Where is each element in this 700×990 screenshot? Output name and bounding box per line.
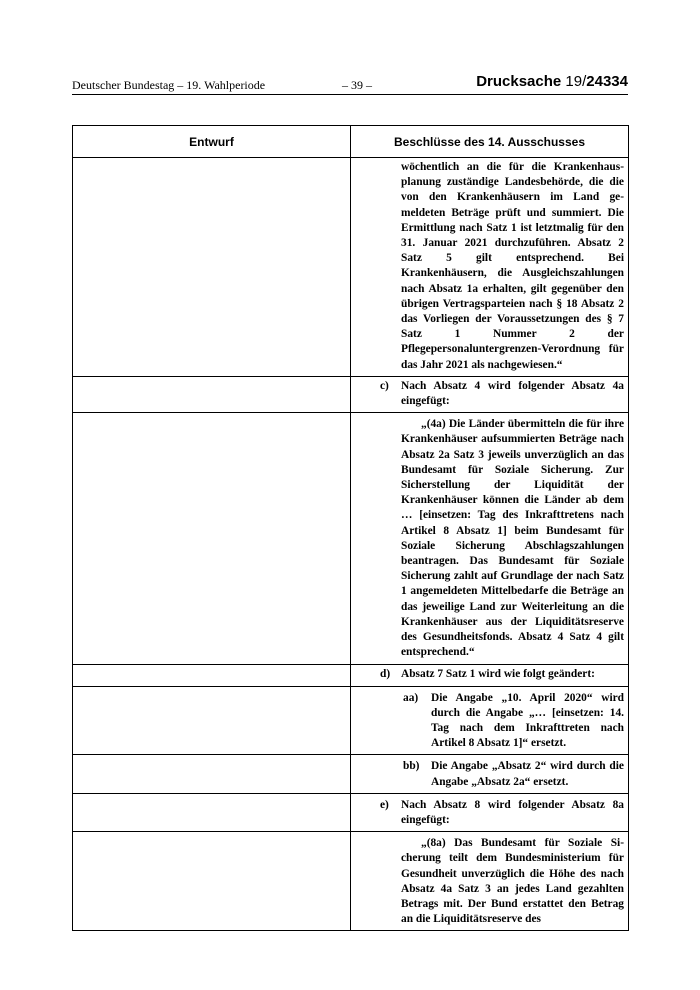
column-header-beschluesse: Beschlüsse des 14. Ausschusses (351, 126, 629, 158)
quote-absatz-4a: „(4a) Die Länder übermitteln die für ihre Krankenhäuser aufsummierten Beträge nach Absatz 2a Satz 3 jeweils unverzüglich an das Bundesamt für Soziale Sicherung. Zur Sicherstellung der Liquidität der Krankenhäuser können die Länder ab dem … [einsetzen: Tag des Inkrafttretens nach Artikel 8 Absatz 1] beim Bundesamt für Soziale Sicherung Abschlagszahlungen beantragen. Das Bundesamt für Soziale Sicherung zahlt auf Grundlage der nach Satz 1 angemeldeten Mittelbedarfe die Beträge an das jeweilige Land zur Weiterleitung an die Krankenhäuser aus der Liquiditätsreserve des Gesundheitsfonds. Absatz 4 Satz 4 gilt entsprechend.“ (401, 418, 624, 659)
left-cell (73, 664, 351, 686)
left-cell (73, 376, 351, 412)
left-cell (73, 158, 351, 377)
item-label-e: e) (380, 798, 389, 811)
document-number (476, 73, 628, 90)
left-cell (73, 755, 351, 793)
table-row (73, 793, 629, 831)
column-header-entwurf: Entwurf (73, 126, 351, 158)
right-cell (351, 413, 629, 664)
quote-absatz-8a: „(8a) Das Bundesamt für Soziale Sicherung teilt dem Bundesministerium für Gesundheit unverzüglich die Höhe des nach Absatz 4a Satz 3 an jedes Land gezahlten Betrags mit. Der Bund erstattet den Betrag an die Liquiditätsreserve des (401, 837, 624, 926)
item-text-d: Absatz 7 Satz 1 wird wie folgt geändert: (401, 667, 595, 680)
item-text-e: Nach Absatz 8 wird folgender Absatz 8a eingefügt: (401, 798, 624, 826)
right-cell (351, 686, 629, 755)
page-header (72, 73, 628, 95)
paragraph-continuation: wöchentlich an die für die Krankenhausplanung zuständige Landesbehörde, die die von den Krankenhäusern im Land gemeldeten Beträge prüft und summiert. Die Ermittlung nach Satz 1 ist letztmalig für den 31. Januar 2021 durchzuführen. Absatz 2 Satz 5 gilt entsprechend. Bei Krankenhäusern, die Ausgleichszahlungen nach Absatz 1a erhalten, gilt gegenüber den übrigen Vertragsparteien nach § 18 Absatz 2 das Vorliegen der Voraussetzungen des § 7 Satz 1 Nummer 2 der Pflegepersonaluntergrenzen-Verordnung für das Jahr 2021 als nachgewiesen.“ (401, 161, 624, 371)
left-cell (73, 413, 351, 664)
left-cell (73, 686, 351, 755)
item-label-d: d) (380, 667, 391, 680)
table-row (73, 158, 629, 377)
right-cell (351, 832, 629, 931)
right-cell (351, 158, 629, 377)
header-title: Deutscher Bundestag – 19. Wahlperiode (72, 78, 266, 92)
page-number: – 39 – (342, 78, 372, 92)
item-text-c: Nach Absatz 4 wird folgender Absatz 4a eingefügt: (401, 379, 624, 408)
right-cell (351, 376, 629, 412)
doc-num-suffix: 24334 (586, 73, 628, 90)
table-row (73, 755, 629, 793)
item-text-aa: Die Angabe „10. April 2020“ wird durch die Angabe „… [einsetzen: 14. Tag nach dem Inkrafttreten nach Artikel 8 Absatz 1]“ ersetzt. (431, 691, 624, 750)
right-cell (351, 755, 629, 793)
table-row (73, 376, 629, 412)
table-row (73, 413, 629, 664)
comparison-table (72, 125, 629, 931)
item-label-bb: bb) (403, 760, 420, 773)
doc-num-prefix: 19/ (565, 73, 587, 90)
table-row (73, 832, 629, 931)
table-row (73, 664, 629, 686)
table-header-row (73, 126, 629, 158)
item-label-aa: aa) (403, 691, 419, 704)
right-cell (351, 664, 629, 686)
table-row (73, 686, 629, 755)
item-text-bb: Die Angabe „Absatz 2“ wird durch die Angabe „Absatz 2a“ ersetzt. (431, 760, 624, 788)
left-cell (73, 832, 351, 931)
item-label-c: c) (380, 379, 389, 392)
left-cell (73, 793, 351, 831)
doc-label: Drucksache (476, 73, 562, 90)
right-cell (351, 793, 629, 831)
